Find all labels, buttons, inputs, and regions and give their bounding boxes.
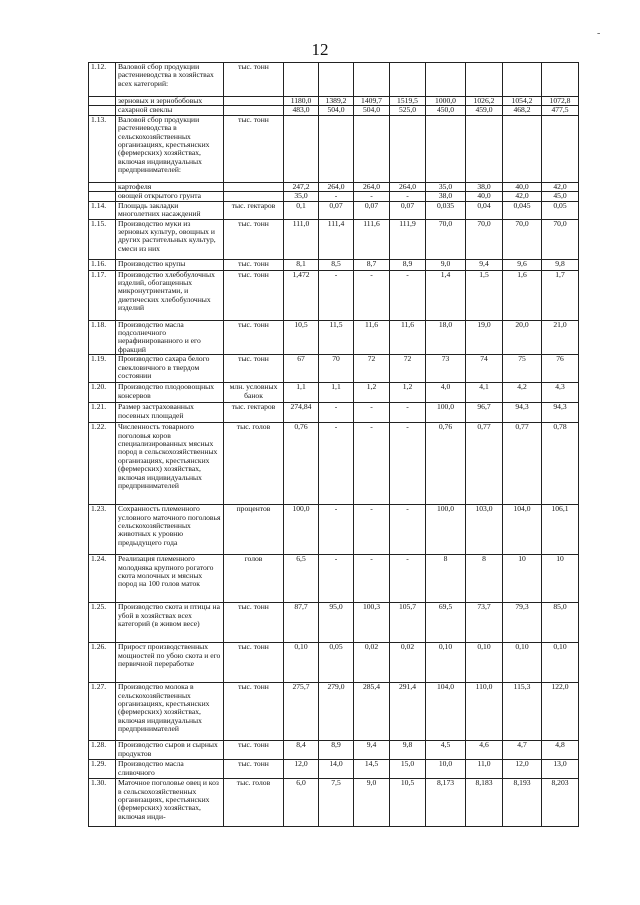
value-cell: - — [390, 192, 426, 201]
table-row — [89, 97, 579, 106]
value-cell: 100,3 — [354, 603, 390, 643]
value-cell — [503, 115, 542, 182]
value-cell: 70,0 — [426, 219, 466, 259]
value-cell: 264,0 — [354, 182, 390, 191]
value-cell: 10,0 — [426, 760, 466, 779]
value-cell: 45,0 — [542, 192, 579, 201]
value-cell: 122,0 — [542, 683, 579, 741]
value-cell: 450,0 — [426, 106, 466, 115]
value-cell: 75 — [503, 355, 542, 383]
value-cell: - — [354, 403, 390, 423]
value-cell: 1,1 — [319, 383, 354, 403]
value-cell: 20,0 — [503, 320, 542, 355]
value-cell: - — [354, 192, 390, 201]
indicator-name: Реализация племенного молодняка крупного рогатого скота молочных и мясных пород на 100 голов маток — [116, 555, 224, 603]
row-number: 1.26. — [89, 643, 116, 683]
value-cell: 8 — [466, 555, 503, 603]
unit-of-measure: тыс. тонн — [224, 683, 284, 741]
value-cell — [390, 63, 426, 97]
row-number — [89, 192, 116, 201]
table-row — [89, 182, 579, 191]
row-number: 1.27. — [89, 683, 116, 741]
value-cell: 1180,0 — [284, 97, 319, 106]
value-cell: 8,5 — [319, 259, 354, 270]
value-cell: 4,6 — [466, 741, 503, 760]
value-cell: 9,0 — [426, 259, 466, 270]
value-cell: 0,77 — [503, 423, 542, 505]
table-body — [89, 63, 579, 827]
value-cell — [319, 63, 354, 97]
row-number: 1.18. — [89, 320, 116, 355]
value-cell: 504,0 — [354, 106, 390, 115]
indicator-name: сахарной свеклы — [116, 106, 224, 115]
unit-of-measure: млн. условных банок — [224, 383, 284, 403]
table-row — [89, 355, 579, 383]
value-cell: 468,2 — [503, 106, 542, 115]
value-cell: 72 — [354, 355, 390, 383]
unit-of-measure — [224, 192, 284, 201]
value-cell: 115,3 — [503, 683, 542, 741]
value-cell: 4,3 — [542, 383, 579, 403]
value-cell: 0,78 — [542, 423, 579, 505]
value-cell: 4,2 — [503, 383, 542, 403]
indicator-name: Маточное поголовье овец и коз в сельскохозяйственных организациях, крестьянских (фермерских) хозяйствах, включая инди- — [116, 779, 224, 827]
value-cell: 8,7 — [354, 259, 390, 270]
value-cell: 9,6 — [503, 259, 542, 270]
value-cell: 79,3 — [503, 603, 542, 643]
value-cell: 10 — [542, 555, 579, 603]
value-cell: 279,0 — [319, 683, 354, 741]
value-cell — [284, 115, 319, 182]
value-cell: - — [354, 270, 390, 320]
value-cell: 104,0 — [426, 683, 466, 741]
value-cell: 72 — [390, 355, 426, 383]
value-cell: 4,5 — [426, 741, 466, 760]
row-number: 1.30. — [89, 779, 116, 827]
value-cell: 275,7 — [284, 683, 319, 741]
unit-of-measure: тыс. тонн — [224, 603, 284, 643]
value-cell: 525,0 — [390, 106, 426, 115]
value-cell: - — [390, 555, 426, 603]
value-cell: 12,0 — [503, 760, 542, 779]
value-cell: 94,3 — [542, 403, 579, 423]
value-cell: 0,02 — [390, 643, 426, 683]
unit-of-measure: тыс. голов — [224, 423, 284, 505]
row-number: 1.21. — [89, 403, 116, 423]
value-cell: 9,0 — [354, 779, 390, 827]
unit-of-measure — [224, 182, 284, 191]
value-cell: 264,0 — [319, 182, 354, 191]
corner-mark: - — [597, 28, 601, 39]
value-cell: - — [319, 403, 354, 423]
value-cell: 8,193 — [503, 779, 542, 827]
row-number: 1.23. — [89, 505, 116, 555]
row-number: 1.15. — [89, 219, 116, 259]
value-cell: 8 — [426, 555, 466, 603]
table-row — [89, 115, 579, 182]
value-cell: 1,472 — [284, 270, 319, 320]
indicator-name: Производство скота и птицы на убой в хозяйствах всех категорий (в живом весе) — [116, 603, 224, 643]
indicator-name: Площадь закладки многолетних насаждений — [116, 201, 224, 219]
value-cell: 11,6 — [354, 320, 390, 355]
value-cell: 4,0 — [426, 383, 466, 403]
value-cell: 291,4 — [390, 683, 426, 741]
indicator-name: картофеля — [116, 182, 224, 191]
table-row — [89, 403, 579, 423]
value-cell: - — [319, 192, 354, 201]
unit-of-measure: тыс. тонн — [224, 320, 284, 355]
value-cell: 1,6 — [503, 270, 542, 320]
value-cell: 38,0 — [466, 182, 503, 191]
value-cell: 0,10 — [466, 643, 503, 683]
table-row — [89, 505, 579, 555]
indicator-name: Валовой сбор продукции растениеводства в сельскохозяйственных организациях, крестьянских (фермерских) хозяйствах, включая индивидуальных предпринимателей: — [116, 115, 224, 182]
value-cell: 38,0 — [426, 192, 466, 201]
unit-of-measure: голов — [224, 555, 284, 603]
value-cell: 100,0 — [426, 403, 466, 423]
row-number: 1.20. — [89, 383, 116, 403]
value-cell: 9,4 — [354, 741, 390, 760]
value-cell: 8,173 — [426, 779, 466, 827]
value-cell: 0,05 — [319, 643, 354, 683]
value-cell: 111,4 — [319, 219, 354, 259]
value-cell: 87,7 — [284, 603, 319, 643]
value-cell: - — [390, 423, 426, 505]
indicator-name: Численность товарного поголовья коров специализированных мясных пород в сельскохозяйственных организациях, крестьянских (фермерских) хозяйствах, включая индивидуальных предпринимателей — [116, 423, 224, 505]
value-cell: - — [390, 505, 426, 555]
value-cell: 14,5 — [354, 760, 390, 779]
value-cell: 40,0 — [503, 182, 542, 191]
indicators-table — [88, 62, 579, 827]
row-number: 1.25. — [89, 603, 116, 643]
indicator-name: Производство масла подсолнечного нерафинированного и его фракций — [116, 320, 224, 355]
value-cell: 13,0 — [542, 760, 579, 779]
value-cell: 42,0 — [542, 182, 579, 191]
value-cell: 7,5 — [319, 779, 354, 827]
value-cell: 12,0 — [284, 760, 319, 779]
table-row — [89, 270, 579, 320]
value-cell: 0,04 — [466, 201, 503, 219]
value-cell: 0,10 — [542, 643, 579, 683]
value-cell — [354, 63, 390, 97]
value-cell: 100,0 — [426, 505, 466, 555]
value-cell: 4,7 — [503, 741, 542, 760]
row-number: 1.16. — [89, 259, 116, 270]
unit-of-measure: тыс. тонн — [224, 741, 284, 760]
row-number: 1.13. — [89, 115, 116, 182]
value-cell: 103,0 — [466, 505, 503, 555]
value-cell — [319, 115, 354, 182]
value-cell: 35,0 — [284, 192, 319, 201]
value-cell: 85,0 — [542, 603, 579, 643]
value-cell: 73 — [426, 355, 466, 383]
indicator-name: Сохранность племенного условного маточного поголовья сельскохозяйственных животных к уровню предыдущего года — [116, 505, 224, 555]
value-cell: 8,9 — [390, 259, 426, 270]
value-cell: 10,5 — [390, 779, 426, 827]
indicator-name: Прирост производственных мощностей по убою скота и его первичной переработке — [116, 643, 224, 683]
value-cell: 8,4 — [284, 741, 319, 760]
unit-of-measure: тыс. гектаров — [224, 201, 284, 219]
value-cell: 0,10 — [284, 643, 319, 683]
value-cell: 10 — [503, 555, 542, 603]
value-cell: 1409,7 — [354, 97, 390, 106]
value-cell: 96,7 — [466, 403, 503, 423]
value-cell — [542, 63, 579, 97]
unit-of-measure: тыс. тонн — [224, 63, 284, 97]
table-row — [89, 741, 579, 760]
indicator-name: Производство сахара белого свекловичного в твердом состоянии — [116, 355, 224, 383]
table-row — [89, 201, 579, 219]
value-cell: 42,0 — [503, 192, 542, 201]
indicator-name: Размер застрахованных посевных площадей — [116, 403, 224, 423]
indicator-name: Производство муки из зерновых культур, овощных и других растительных культур, смеси из них — [116, 219, 224, 259]
value-cell: - — [319, 423, 354, 505]
value-cell: 11,5 — [319, 320, 354, 355]
value-cell: - — [354, 555, 390, 603]
value-cell: 0,02 — [354, 643, 390, 683]
value-cell: 21,0 — [542, 320, 579, 355]
value-cell: 0,10 — [426, 643, 466, 683]
value-cell: 1,2 — [354, 383, 390, 403]
value-cell: 110,0 — [466, 683, 503, 741]
indicator-name: зерновых и зернобобовых — [116, 97, 224, 106]
value-cell: 0,76 — [426, 423, 466, 505]
value-cell: 74 — [466, 355, 503, 383]
value-cell: 35,0 — [426, 182, 466, 191]
value-cell: 8,9 — [319, 741, 354, 760]
value-cell — [503, 63, 542, 97]
row-number: 1.12. — [89, 63, 116, 97]
value-cell: 11,0 — [466, 760, 503, 779]
value-cell: 0,10 — [503, 643, 542, 683]
table-row — [89, 555, 579, 603]
row-number: 1.29. — [89, 760, 116, 779]
value-cell — [466, 115, 503, 182]
value-cell: 69,5 — [426, 603, 466, 643]
value-cell: 94,3 — [503, 403, 542, 423]
value-cell: 111,9 — [390, 219, 426, 259]
row-number — [89, 97, 116, 106]
unit-of-measure: тыс. тонн — [224, 259, 284, 270]
value-cell: 0,035 — [426, 201, 466, 219]
value-cell: 4,1 — [466, 383, 503, 403]
unit-of-measure: тыс. тонн — [224, 643, 284, 683]
value-cell: 67 — [284, 355, 319, 383]
value-cell: 19,0 — [466, 320, 503, 355]
value-cell: 105,7 — [390, 603, 426, 643]
indicator-name: Производство масла сливочного — [116, 760, 224, 779]
row-number: 1.28. — [89, 741, 116, 760]
value-cell: 1026,2 — [466, 97, 503, 106]
value-cell: 1519,5 — [390, 97, 426, 106]
value-cell: 504,0 — [319, 106, 354, 115]
table-row — [89, 63, 579, 97]
value-cell: 0,07 — [354, 201, 390, 219]
table-row — [89, 259, 579, 270]
table-row — [89, 603, 579, 643]
value-cell: 100,0 — [284, 505, 319, 555]
value-cell: 1,2 — [390, 383, 426, 403]
value-cell: 1389,2 — [319, 97, 354, 106]
unit-of-measure: тыс. тонн — [224, 760, 284, 779]
value-cell: 1000,0 — [426, 97, 466, 106]
value-cell: 111,0 — [284, 219, 319, 259]
indicator-name: Производство плодоовощных консервов — [116, 383, 224, 403]
row-number: 1.19. — [89, 355, 116, 383]
row-number — [89, 106, 116, 115]
value-cell: 73,7 — [466, 603, 503, 643]
indicator-name: Производство крупы — [116, 259, 224, 270]
value-cell: 1054,2 — [503, 97, 542, 106]
value-cell: 0,07 — [390, 201, 426, 219]
unit-of-measure: тыс. гектаров — [224, 403, 284, 423]
table-row — [89, 423, 579, 505]
unit-of-measure — [224, 106, 284, 115]
value-cell — [426, 115, 466, 182]
value-cell — [284, 63, 319, 97]
value-cell: 70,0 — [503, 219, 542, 259]
value-cell: 1,7 — [542, 270, 579, 320]
indicator-name: овощей открытого грунта — [116, 192, 224, 201]
value-cell: 18,0 — [426, 320, 466, 355]
value-cell: 15,0 — [390, 760, 426, 779]
value-cell: 1,1 — [284, 383, 319, 403]
value-cell: - — [319, 505, 354, 555]
page-number: 12 — [311, 40, 329, 59]
unit-of-measure: тыс. тонн — [224, 115, 284, 182]
value-cell: 10,5 — [284, 320, 319, 355]
value-cell: 0,045 — [503, 201, 542, 219]
table-row — [89, 106, 579, 115]
row-number: 1.17. — [89, 270, 116, 320]
table-row — [89, 320, 579, 355]
value-cell: 459,0 — [466, 106, 503, 115]
value-cell: 285,4 — [354, 683, 390, 741]
value-cell: 70 — [319, 355, 354, 383]
value-cell: 477,5 — [542, 106, 579, 115]
value-cell: 483,0 — [284, 106, 319, 115]
row-number — [89, 182, 116, 191]
value-cell: 104,0 — [503, 505, 542, 555]
value-cell: 70,0 — [466, 219, 503, 259]
value-cell: 1,5 — [466, 270, 503, 320]
value-cell: 14,0 — [319, 760, 354, 779]
value-cell — [354, 115, 390, 182]
indicator-name: Производство хлебобулочных изделий, обогащенных микронутриентами, и диетических хлебобулочных изделий — [116, 270, 224, 320]
value-cell: 1072,8 — [542, 97, 579, 106]
row-number: 1.14. — [89, 201, 116, 219]
value-cell: 8,203 — [542, 779, 579, 827]
value-cell: 0,77 — [466, 423, 503, 505]
table-row — [89, 192, 579, 201]
value-cell: 106,1 — [542, 505, 579, 555]
value-cell: - — [319, 555, 354, 603]
value-cell: 264,0 — [390, 182, 426, 191]
value-cell: - — [319, 270, 354, 320]
value-cell: 11,6 — [390, 320, 426, 355]
row-number: 1.24. — [89, 555, 116, 603]
value-cell — [390, 115, 426, 182]
value-cell: - — [390, 403, 426, 423]
value-cell: 40,0 — [466, 192, 503, 201]
value-cell: 76 — [542, 355, 579, 383]
table-row — [89, 683, 579, 741]
value-cell: 0,76 — [284, 423, 319, 505]
value-cell: 0,1 — [284, 201, 319, 219]
unit-of-measure: тыс. голов — [224, 779, 284, 827]
value-cell: 8,1 — [284, 259, 319, 270]
value-cell: 9,4 — [466, 259, 503, 270]
value-cell: 9,8 — [390, 741, 426, 760]
table-row — [89, 760, 579, 779]
value-cell: 274,84 — [284, 403, 319, 423]
value-cell: 9,8 — [542, 259, 579, 270]
value-cell: 0,05 — [542, 201, 579, 219]
value-cell: 111,6 — [354, 219, 390, 259]
table-row — [89, 219, 579, 259]
value-cell: 0,07 — [319, 201, 354, 219]
indicator-name: Производство молока в сельскохозяйственных организациях, крестьянских (фермерских) хозяйствах, включая индивидуальных предпринимателей — [116, 683, 224, 741]
table-row — [89, 643, 579, 683]
value-cell: - — [354, 423, 390, 505]
table-row — [89, 383, 579, 403]
indicator-name: Производство сыров и сырных продуктов — [116, 741, 224, 760]
indicator-name: Валовой сбор продукции растениеводства в хозяйствах всех категорий: — [116, 63, 224, 97]
value-cell: 247,2 — [284, 182, 319, 191]
row-number: 1.22. — [89, 423, 116, 505]
value-cell — [426, 63, 466, 97]
unit-of-measure: тыс. тонн — [224, 270, 284, 320]
value-cell: 70,0 — [542, 219, 579, 259]
unit-of-measure — [224, 97, 284, 106]
value-cell: - — [354, 505, 390, 555]
unit-of-measure: тыс. тонн — [224, 219, 284, 259]
value-cell: - — [390, 270, 426, 320]
value-cell: 95,0 — [319, 603, 354, 643]
unit-of-measure: тыс. тонн — [224, 355, 284, 383]
value-cell: 1,4 — [426, 270, 466, 320]
value-cell: 6,0 — [284, 779, 319, 827]
value-cell: 4,8 — [542, 741, 579, 760]
table-row — [89, 779, 579, 827]
value-cell — [542, 115, 579, 182]
unit-of-measure: процентов — [224, 505, 284, 555]
value-cell — [466, 63, 503, 97]
value-cell: 6,5 — [284, 555, 319, 603]
value-cell: 8,183 — [466, 779, 503, 827]
